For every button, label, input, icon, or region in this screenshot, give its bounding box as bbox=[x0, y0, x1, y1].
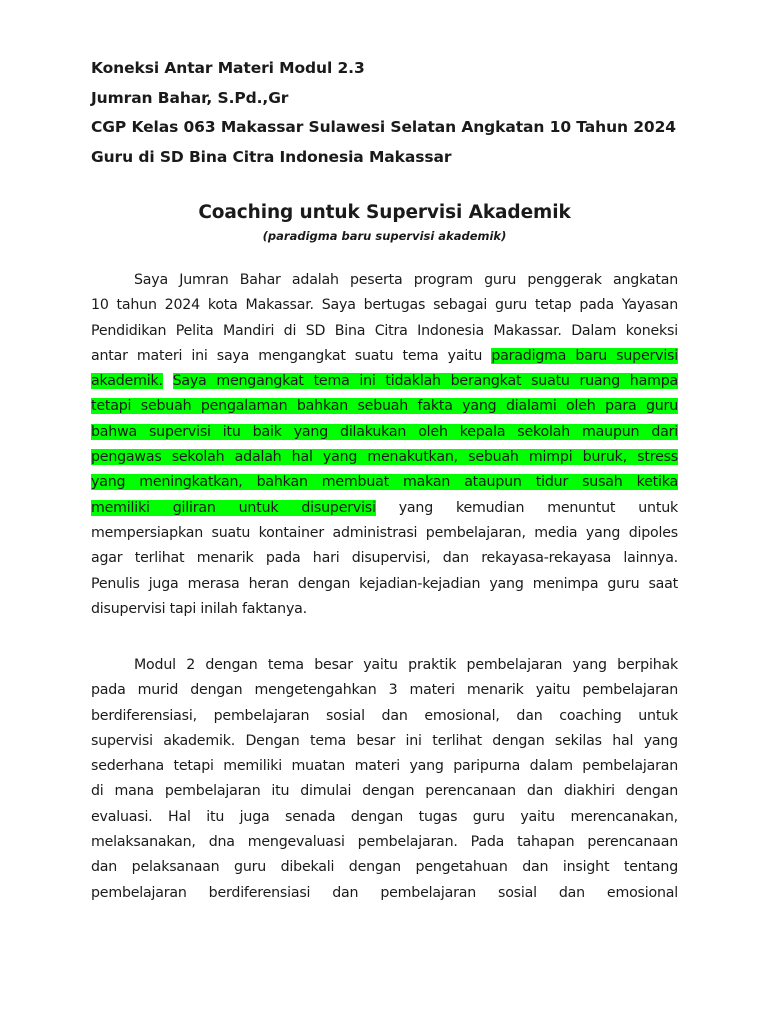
text-segment: agar terlihat menarik pada hari disupervisi, dan rekayasa-rekayasa lainnya. bbox=[91, 550, 678, 567]
document-subtitle: (paradigma baru supervisi akademik) bbox=[262, 229, 507, 243]
header-line-school: Guru di SD Bina Citra Indonesia Makassar bbox=[91, 147, 452, 166]
paragraph-line: dan pelaksanaan guru dibekali dengan pengetahuan dan insight tentang bbox=[91, 859, 678, 876]
highlighted-text: tetapi sebuah pengalaman bahkan sebuah fakta yang dialami oleh para guru bbox=[91, 398, 678, 415]
paragraph-line bbox=[91, 268, 678, 293]
highlighted-text: yang meningkatkan, bahkan membuat makan ataupun tidur susah ketika bbox=[91, 474, 678, 491]
document-header bbox=[91, 54, 691, 172]
highlighted-text: pengawas sekolah adalah hal yang menakutkan, sebuah mimpi buruk, stress bbox=[91, 449, 678, 466]
paragraph-line bbox=[91, 420, 678, 445]
paragraph-line: melaksanakan, dna mengevaluasi pembelajaran. Pada tahapan perencanaan bbox=[91, 834, 678, 851]
document-title: Coaching untuk Supervisi Akademik bbox=[198, 202, 571, 223]
paragraph-line bbox=[91, 319, 678, 344]
paragraph-line bbox=[91, 572, 678, 597]
highlighted-text: Saya mengangkat tema ini tidaklah berangkat suatu ruang hampa bbox=[172, 373, 678, 390]
paragraph-line bbox=[91, 470, 678, 495]
paragraph-line bbox=[91, 369, 678, 394]
text-segment: antar materi ini saya mengangkat suatu tema yaitu bbox=[91, 347, 492, 364]
highlighted-text: memiliki giliran untuk disupervisi bbox=[91, 499, 376, 516]
paragraph-line: Modul 2 dengan tema besar yaitu praktik pembelajaran yang berpihak bbox=[134, 657, 678, 673]
text-segment: yang kemudian menuntut untuk bbox=[375, 499, 679, 516]
paragraph-line: berdiferensiasi, pembelajaran sosial dan emosional, dan coaching untuk bbox=[91, 707, 678, 724]
text-segment: Saya Jumran Bahar adalah peserta program guru penggerak angkatan bbox=[134, 272, 678, 288]
paragraph-line bbox=[91, 394, 678, 419]
text-segment: 10 tahun 2024 kota Makassar. Saya bertugas sebagai guru tetap pada Yayasan bbox=[91, 297, 678, 314]
paragraph-line: supervisi akademik. Dengan tema besar ini terlihat dengan sekilas hal yang bbox=[91, 732, 678, 749]
header-line-author: Jumran Bahar, S.Pd.,Gr bbox=[91, 88, 289, 107]
header-line-module: Koneksi Antar Materi Modul 2.3 bbox=[91, 59, 365, 77]
highlighted-text: paradigma baru supervisi bbox=[491, 347, 678, 364]
paragraph-line bbox=[91, 597, 678, 622]
highlighted-text: bahwa supervisi itu baik yang dilakukan oleh kepala sekolah maupun dari bbox=[91, 423, 678, 440]
paragraph-line: sederhana tetapi memiliki muatan materi yang paripurna dalam pembelajaran bbox=[91, 758, 678, 775]
paragraph-line: pembelajaran berdiferensiasi dan pembelajaran sosial dan emosional bbox=[91, 884, 678, 901]
text-segment: Pendidikan Pelita Mandiri di SD Bina Citra Indonesia Makassar. Dalam koneksi bbox=[91, 322, 678, 339]
text-segment: Penulis juga merasa heran dengan kejadian-kejadian yang menimpa guru saat bbox=[91, 575, 678, 592]
text-segment bbox=[163, 373, 173, 389]
highlighted-text: akademik. bbox=[91, 373, 163, 390]
paragraph-2 bbox=[91, 653, 678, 906]
paragraph-line bbox=[91, 344, 678, 369]
paragraph-1 bbox=[91, 268, 678, 622]
paragraph-line: di mana pembelajaran itu dimulai dengan perencanaan dan diakhiri dengan bbox=[91, 783, 678, 800]
text-segment: mempersiapkan suatu kontainer administrasi pembelajaran, media yang dipoles bbox=[91, 524, 678, 541]
text-segment: disupervisi tapi inilah faktanya. bbox=[91, 600, 307, 617]
paragraph-line: pada murid dengan mengetengahkan 3 materi menarik yaitu pembelajaran bbox=[91, 682, 678, 699]
header-line-class: CGP Kelas 063 Makassar Sulawesi Selatan Angkatan 10 Tahun 2024 bbox=[91, 118, 676, 136]
paragraph-line bbox=[91, 445, 678, 470]
paragraph-line bbox=[91, 521, 678, 546]
paragraph-line bbox=[91, 293, 678, 318]
paragraph-line bbox=[91, 546, 678, 571]
paragraph-line bbox=[91, 496, 678, 521]
paragraph-line: evaluasi. Hal itu juga senada dengan tugas guru yaitu merencanakan, bbox=[91, 808, 678, 825]
